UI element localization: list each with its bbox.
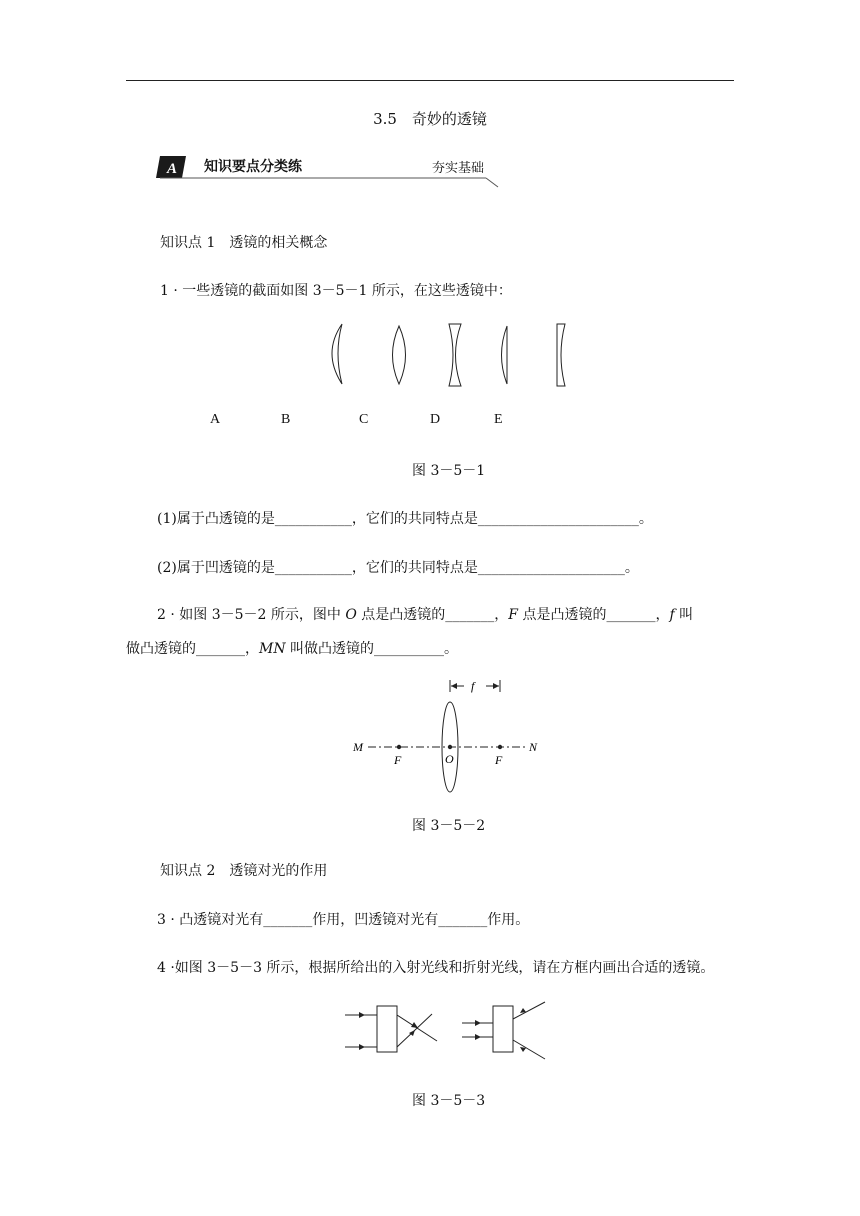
q3-text: 3 · 凸透镜对光有_______作用，凹透镜对光有_______作用。 [157,912,530,928]
empty-box-left [377,1006,397,1052]
header-rule [126,80,734,81]
page-title: 3.5 奇妙的透镜 [373,110,487,128]
label-o: O [445,752,454,766]
focus-right [498,745,502,749]
q2-text-e: 做凸透镜的_______， [126,641,259,657]
q2-var-o: O [345,607,357,623]
lens-label-b: B [281,412,291,427]
q2-var-f-point: F [508,607,518,623]
q1-stem: 1 · 一些透镜的截面如图 3－5－1 所示，在这些透镜中： [160,283,512,299]
q2-text-f: 叫做凸透镜的__________。 [285,641,459,657]
lens-label-d: D [430,412,441,427]
q1-part2: (2)属于凹透镜的是___________，它们的共同特点是_____________________。 [157,560,639,576]
kp2-title: 知识点 2 透镜对光的作用 [160,863,328,879]
q2-line1 [157,605,693,625]
label-f-dist: f [471,679,475,693]
lens-cross-sections [320,320,580,390]
q2-text-c: 点是凸透镜的_______， [518,607,670,623]
convex-lens-diagram [340,675,550,795]
label-m: M [353,740,363,754]
badge-letter: A [167,161,178,177]
optical-center [448,745,452,749]
focus-left [397,745,401,749]
q2-text-a: 2 · 如图 3－5－2 所示，图中 [157,607,346,623]
q2-text-b: 点是凸透镜的_______， [356,607,509,623]
lens-label-e: E [494,412,503,427]
lens-b [393,326,406,384]
q2-text-d: 叫 [674,607,694,623]
lens-label-a: A [210,412,221,427]
q2-var-mn: MN [259,641,286,657]
lens-e [557,324,565,386]
section-label: 知识要点分类练 [204,159,302,175]
q2-line2 [126,639,458,659]
q4-text: 4 ·如图 3－5－3 所示，根据所给出的入射光线和折射光线，请在方框内画出合适的透镜。 [157,960,715,976]
lens-c [449,324,461,386]
figure-caption-3: 图 3－5－3 [412,1093,486,1109]
light-ray-diagram [340,995,560,1065]
label-f-left: F [394,753,402,767]
lens-label-c: C [359,412,369,427]
q2-var-f: f [669,607,675,623]
lens-a [332,324,342,384]
q1-part1: (1)属于凸透镜的是___________，它们的共同特点是_______________________。 [157,511,653,527]
section-sublabel: 夯实基础 [432,161,485,176]
label-n: N [529,740,538,754]
figure-caption-2: 图 3－5－2 [412,818,486,834]
kp1-title: 知识点 1 透镜的相关概念 [160,235,328,251]
lens-d [502,326,508,384]
label-f-right: F [495,753,503,767]
empty-box-right [493,1006,513,1052]
figure-caption-1: 图 3－5－1 [412,463,486,479]
